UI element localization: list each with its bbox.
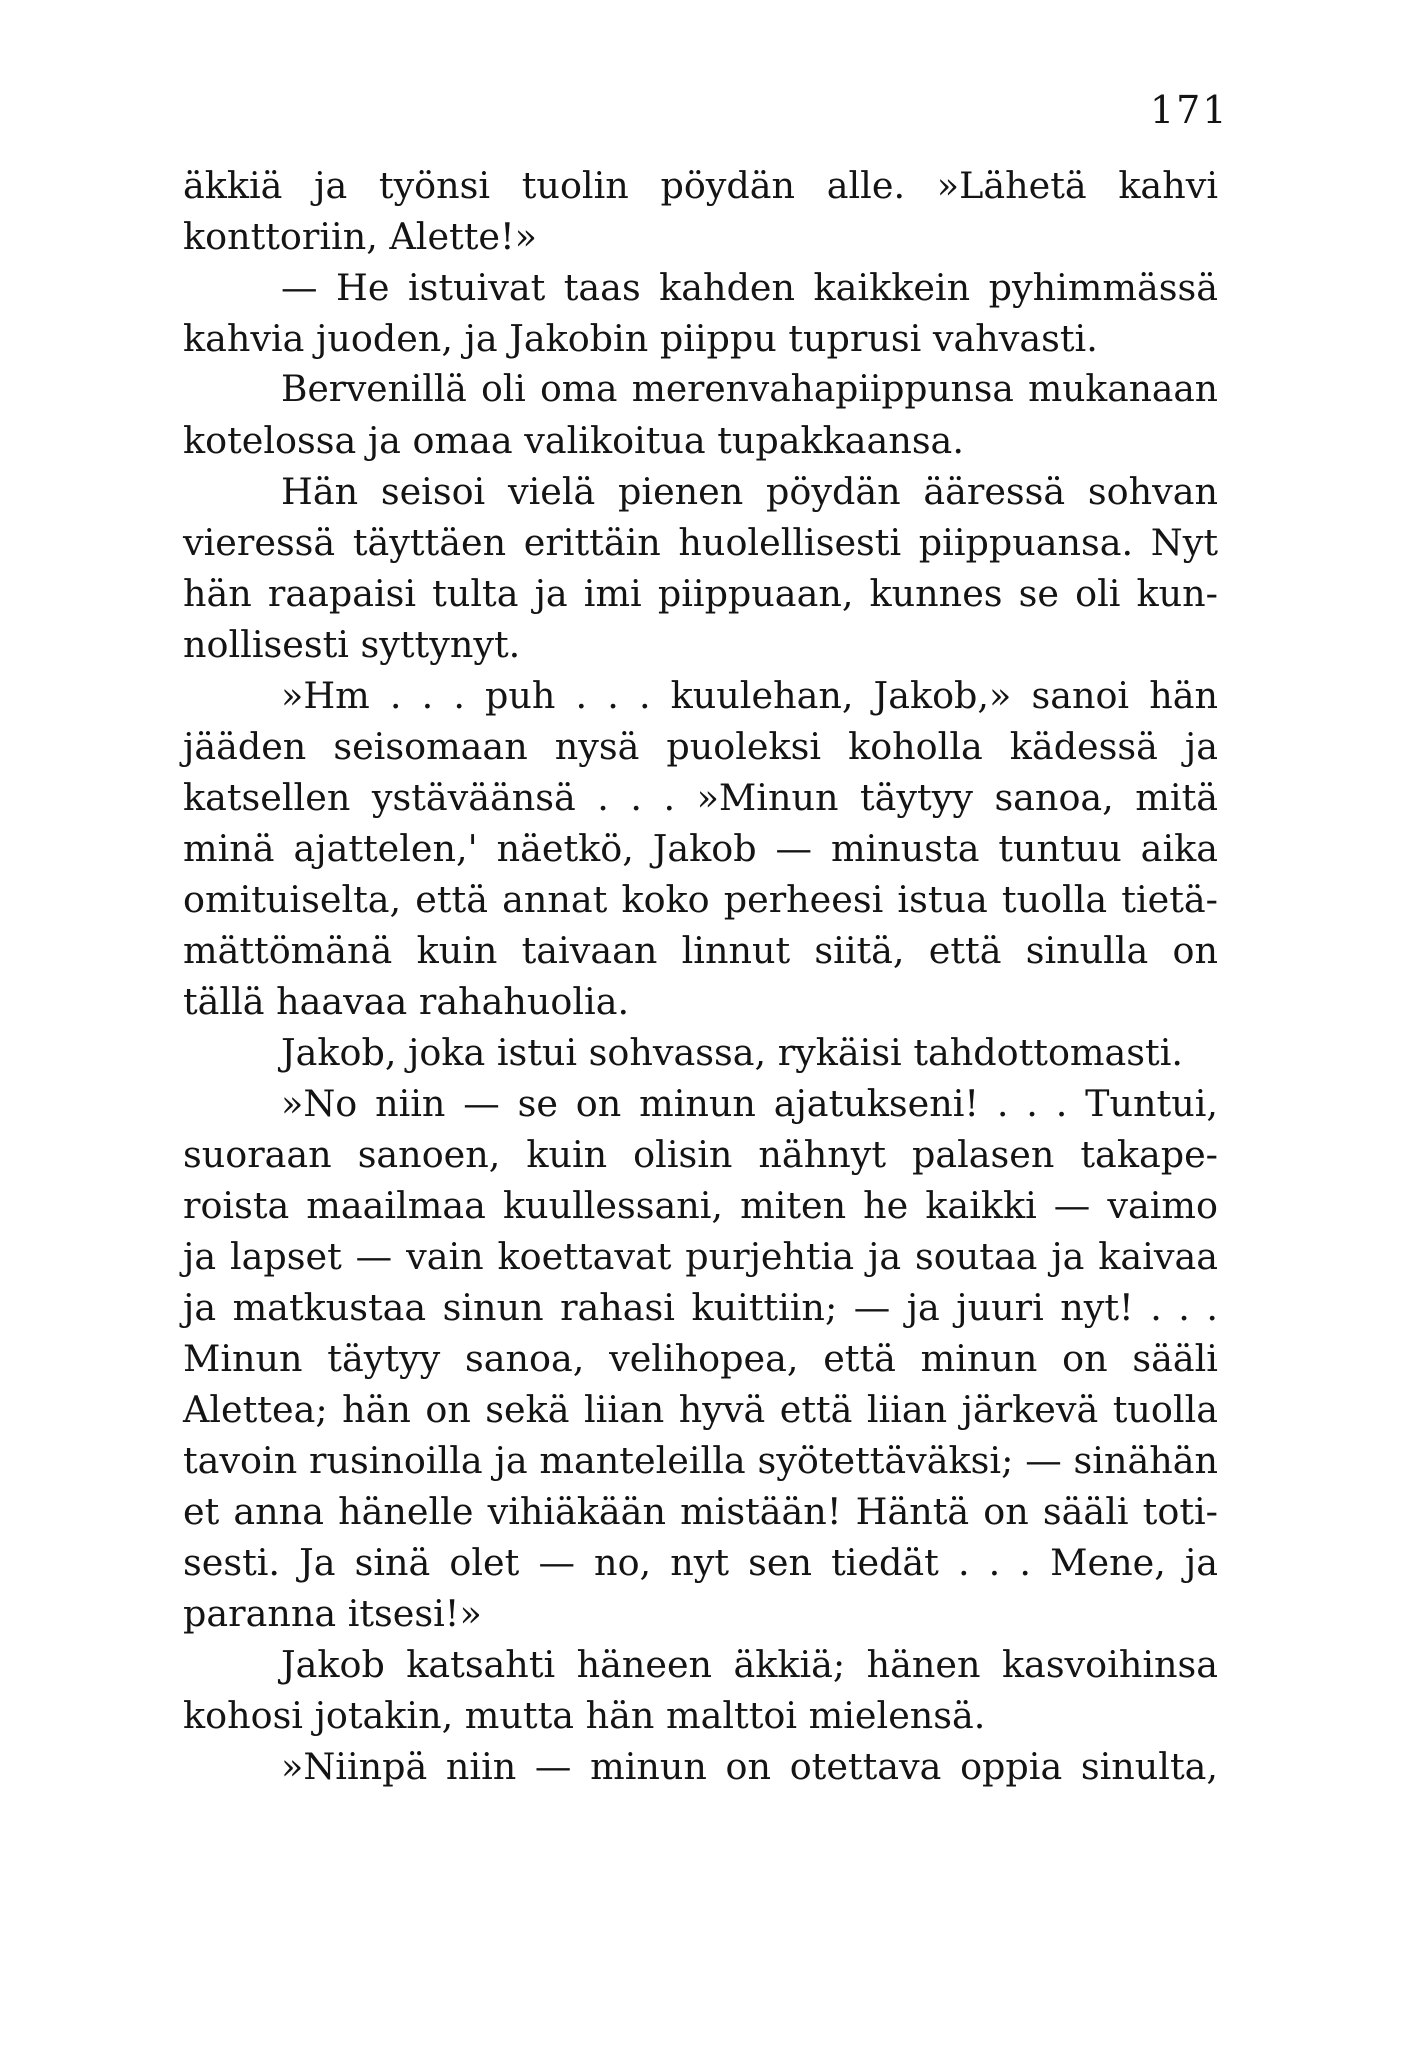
text-line: Jakob katsahti häneen äkkiä; hänen kasvoihinsa xyxy=(281,1643,1218,1686)
text-line: kahvia juoden, ja Jakobin piippu tuprusi vahvasti. xyxy=(183,317,1098,360)
text-line: mättömänä kuin taivaan linnut siitä, että sinulla on xyxy=(183,929,1218,972)
page-number: 171 xyxy=(1150,88,1229,132)
text-line: nollisesti syttynyt. xyxy=(183,623,521,666)
text-line: — He istuivat taas kahden kaikkein pyhimmässä xyxy=(281,266,1218,309)
text-line: Alettea; hän on sekä liian hyvä että liian järkevä tuolla xyxy=(183,1388,1218,1431)
text-line: tällä haavaa rahahuolia. xyxy=(183,980,630,1023)
text-line: roista maailmaa kuullessani, miten he kaikki — vaimo xyxy=(183,1184,1218,1227)
text-line: »Niinpä niin — minun on otettava oppia sinulta, xyxy=(281,1745,1218,1788)
text-line: kotelossa ja omaa valikoitua tupakkaansa. xyxy=(183,419,964,462)
text-line: suoraan sanoen, kuin olisin nähnyt palasen takape- xyxy=(183,1133,1218,1176)
text-line: kohosi jotakin, mutta hän malttoi mielensä. xyxy=(183,1694,986,1737)
text-line: äkkiä ja työnsi tuolin pöydän alle. »Lähetä kahvi xyxy=(183,164,1218,207)
text-line: ja matkustaa sinun rahasi kuittiin; — ja juuri nyt! . . . xyxy=(183,1286,1218,1329)
text-line: omituiselta, että annat koko perheesi istua tuolla tietä- xyxy=(183,878,1218,921)
text-line: »Hm . . . puh . . . kuulehan, Jakob,» sanoi hän xyxy=(281,674,1218,717)
text-line: paranna itsesi!» xyxy=(183,1592,482,1635)
text-line: konttoriin, Alette!» xyxy=(183,215,537,258)
text-line: Hän seisoi vielä pienen pöydän ääressä sohvan xyxy=(281,470,1218,513)
text-line: hän raapaisi tulta ja imi piippuaan, kunnes se oli kun- xyxy=(183,572,1218,615)
text-line: ja lapset — vain koettavat purjehtia ja soutaa ja kaivaa xyxy=(183,1235,1218,1278)
text-line: vieressä täyttäen erittäin huolellisesti piippuansa. Nyt xyxy=(183,521,1218,564)
text-line: et anna hänelle vihiäkään mistään! Häntä on sääli toti- xyxy=(183,1490,1218,1533)
text-line: tavoin rusinoilla ja manteleilla syötettäväksi; — sinähän xyxy=(183,1439,1218,1482)
text-line: Minun täytyy sanoa, velihopea, että minun on sääli xyxy=(183,1337,1218,1380)
text-line: minä ajattelen,' näetkö, Jakob — minusta tuntuu aika xyxy=(183,827,1218,870)
text-line: jääden seisomaan nysä puoleksi koholla kädessä ja xyxy=(183,725,1218,768)
text-line: »No niin — se on minun ajatukseni! . . . Tuntui, xyxy=(281,1082,1218,1125)
text-line: katsellen ystäväänsä . . . »Minun täytyy sanoa, mitä xyxy=(183,776,1218,819)
text-line: sesti. Ja sinä olet — no, nyt sen tiedät . . . Mene, ja xyxy=(183,1541,1218,1584)
body-text xyxy=(183,160,1218,1792)
text-line: Bervenillä oli oma merenvahapiippunsa mukanaan xyxy=(281,369,1218,410)
text-line: Jakob, joka istui sohvassa, rykäisi tahdottomasti. xyxy=(281,1031,1183,1074)
